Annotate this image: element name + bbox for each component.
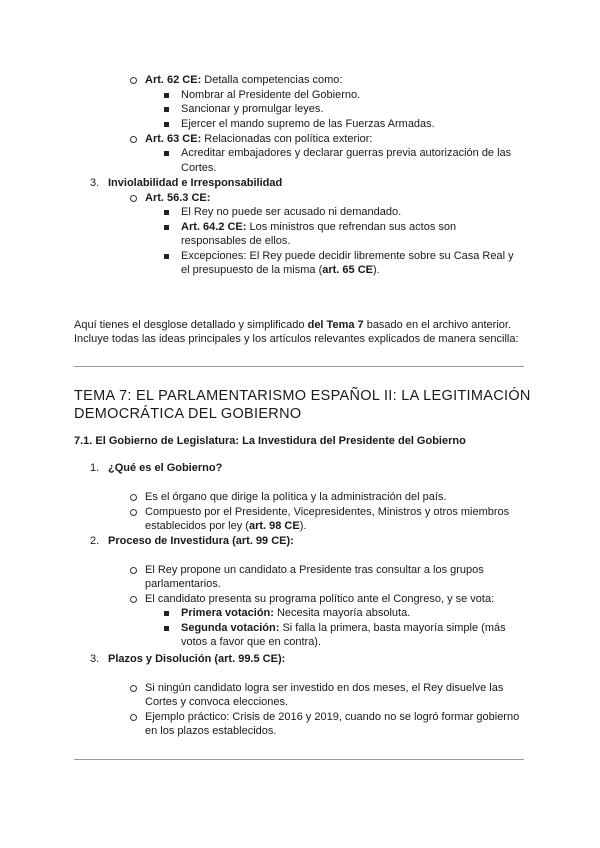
list-item: Sancionar y promulgar leyes.	[181, 103, 324, 115]
square-bullet-icon	[164, 254, 169, 259]
list-item-continuation: en los plazos establecidos.	[145, 725, 277, 737]
square-bullet-icon	[164, 210, 169, 215]
list-item-continuation: parlamentarios.	[145, 578, 221, 590]
intro-line-1: Aquí tienes el desglose detallado y simplificado del Tema 7 basado en el archivo anterior.	[74, 319, 512, 331]
intro-line-2: Incluye todas las ideas principales y los artículos relevantes explicados de manera sencilla:	[74, 333, 519, 345]
list-item-continuation: establecidos por ley (art. 98 CE).	[145, 520, 307, 532]
list-item: Primera votación: Necesita mayoría absoluta.	[181, 607, 411, 619]
section-subtitle: 7.1. El Gobierno de Legislatura: La Investidura del Presidente del Gobierno	[74, 435, 466, 447]
list-item: Si ningún candidato logra ser investido en dos meses, el Rey disuelve las	[145, 682, 504, 694]
list-item-continuation: votos a favor que en contra).	[181, 636, 322, 648]
list-item: Es el órgano que dirige la política y la administración del país.	[145, 491, 447, 503]
art563-line: Art. 56.3 CE:	[145, 192, 211, 204]
circle-bullet-icon	[130, 77, 137, 84]
page-title: TEMA 7: EL PARLAMENTARISMO ESPAÑOL II: LA LEGITIMACIÓN	[74, 388, 531, 404]
square-bullet-icon	[164, 107, 169, 112]
list-item: Acreditar embajadores y declarar guerras previa autorización de las	[181, 147, 512, 159]
art62-line: Art. 62 CE: Detalla competencias como:	[145, 74, 343, 86]
list-item: El Rey propone un candidato a Presidente tras consultar a los grupos	[145, 564, 484, 576]
list-item-continuation: Cortes y convoca elecciones.	[145, 696, 289, 708]
list-item: Art. 64.2 CE: Los ministros que refrendan sus actos son	[181, 221, 457, 233]
art63-line: Art. 63 CE: Relacionadas con política exterior:	[145, 133, 373, 145]
list-item: El candidato presenta su programa político ante el Congreso, y se vota:	[145, 593, 495, 605]
square-bullet-icon	[164, 151, 169, 156]
circle-bullet-icon	[130, 494, 137, 501]
list-item: Excepciones: El Rey puede decidir libremente sobre su Casa Real y	[181, 250, 514, 262]
square-bullet-icon	[164, 611, 169, 616]
list-item: Nombrar al Presidente del Gobierno.	[181, 89, 361, 101]
circle-bullet-icon	[130, 714, 137, 721]
circle-bullet-icon	[130, 596, 137, 603]
square-bullet-icon	[164, 225, 169, 230]
section-title: Inviolabilidad e Irresponsabilidad	[108, 177, 283, 189]
section-title: Proceso de Investidura (art. 99 CE):	[108, 535, 294, 547]
list-item: Ejercer el mando supremo de las Fuerzas Armadas.	[181, 118, 435, 130]
square-bullet-icon	[164, 122, 169, 127]
section-title: ¿Qué es el Gobierno?	[108, 462, 223, 474]
list-item-continuation: Cortes.	[181, 162, 217, 174]
list-item-continuation: el presupuesto de la misma (art. 65 CE).	[181, 264, 380, 276]
list-item: Ejemplo práctico: Crisis de 2016 y 2019, cuando no se logró formar gobierno	[145, 711, 520, 723]
list-item: Compuesto por el Presidente, Vicepresidentes, Ministros y otros miembros	[145, 506, 510, 518]
page-title-continuation: DEMOCRÁTICA DEL GOBIERNO	[74, 406, 302, 422]
list-number: 1.	[90, 462, 100, 474]
list-item: El Rey no puede ser acusado ni demandado.	[181, 206, 402, 218]
list-item: Segunda votación: Si falla la primera, basta mayoría simple (más	[181, 622, 506, 634]
circle-bullet-icon	[130, 567, 137, 574]
list-item-continuation: responsables de ellos.	[181, 235, 291, 247]
circle-bullet-icon	[130, 136, 137, 143]
section-title: Plazos y Disolución (art. 99.5 CE):	[108, 653, 286, 665]
horizontal-rule	[74, 759, 524, 760]
list-number: 2.	[90, 535, 100, 547]
circle-bullet-icon	[130, 195, 137, 202]
list-number: 3.	[90, 177, 100, 189]
horizontal-rule	[74, 366, 524, 367]
square-bullet-icon	[164, 93, 169, 98]
square-bullet-icon	[164, 626, 169, 631]
list-number: 3.	[90, 653, 100, 665]
circle-bullet-icon	[130, 685, 137, 692]
circle-bullet-icon	[130, 509, 137, 516]
